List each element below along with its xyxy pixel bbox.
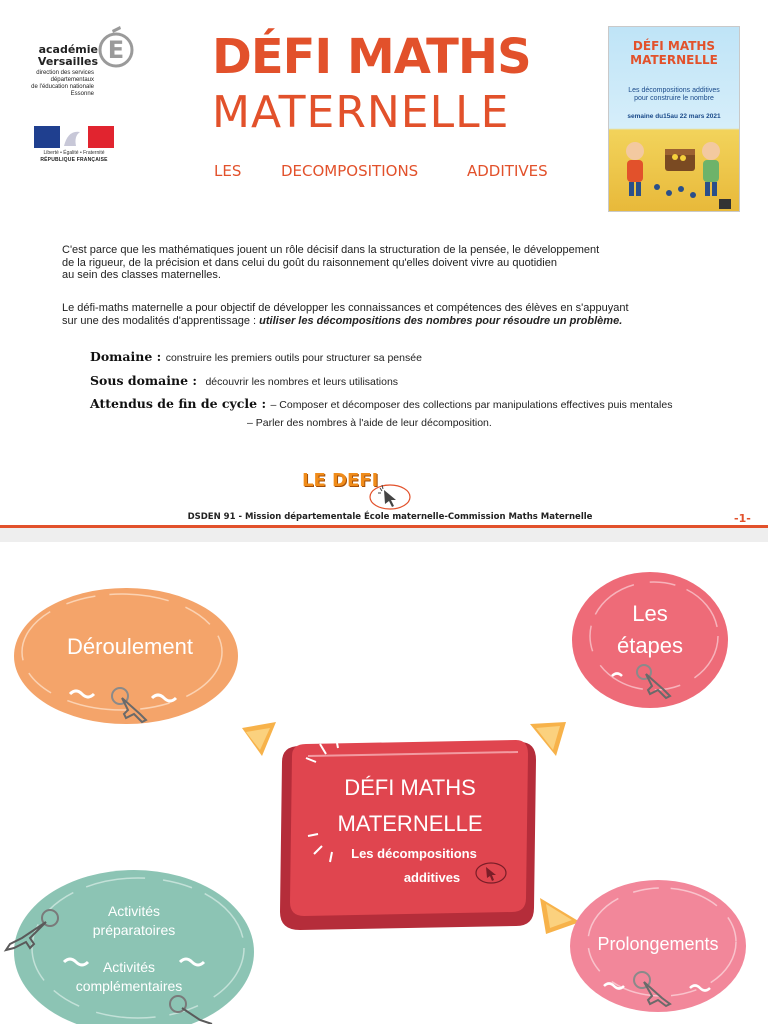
page-number: -1- [734,512,751,525]
poster-title-line: DÉFI MATHS [632,39,716,53]
deroulement-label: Déroulement [67,634,193,659]
subtitle-word: ADDITIVES [467,162,548,180]
domaine-row [90,348,422,366]
attendus-value-2: – Parler des nombres à l'aide de leur décomposition. [247,417,492,429]
footer-text: DSDEN 91 - Mission départementale École maternelle-Commission Maths Maternelle [187,512,593,522]
paragraph-line: de la rigueur, de la précision et dans celui du goût du raisonnement qu'elles doivent vivre au quotidien [62,256,557,269]
activites-preparatoires-label [54,902,214,940]
center-subtitle-line: additives [403,870,461,885]
center-title-line: MATERNELLE [337,811,483,836]
sous-domaine-value: découvrir les nombres et leurs utilisations [205,376,399,388]
svg-text:E: E [107,36,125,64]
academie-line2: Versailles [37,55,98,68]
academie-e-icon [98,26,134,70]
hand-pointer-icon [628,970,680,1010]
activites-line: Activités [102,959,156,975]
paragraph-line: au sein des classes maternelles. [62,269,221,281]
le-defi-link[interactable]: LE DEFI [302,470,379,491]
page-separator [0,528,768,542]
academie-small-line: Essonne [70,91,94,97]
poster-subtitle-line: Les décompositions additives [628,87,720,94]
domaine-value: construire les premiers outils pour structurer sa pensée [165,352,422,364]
etapes-line: Les [632,601,668,626]
activites-line: Activités [107,903,161,919]
attendus-row [90,395,672,413]
paragraph-line [62,315,682,328]
subtitle-word: LES [214,162,242,180]
poster-image [608,26,740,212]
center-title-line: DÉFI MATHS [344,775,476,800]
poster-subtitle [609,87,739,103]
academie-small-line: départementaux [50,77,94,83]
republique-name: RÉPUBLIQUE FRANÇAISE [40,157,108,163]
poster-subtitle-line: pour construire le nombre [634,95,714,102]
activites-line: complémentaires [75,978,183,994]
subtitle-word: DECOMPOSITIONS [281,162,419,180]
academie-small-line: direction des services [36,70,94,76]
academie-small-line: de l'éducation nationale [31,84,94,90]
paragraph-line: Le défi-maths maternelle a pour objectif de développer les connaissances et compétences des élèves en s'appuyant [62,302,629,314]
sous-domaine-label: Sous domaine : [90,373,198,388]
hand-pointer-icon [160,994,216,1024]
main-title-line1: DÉFI MATHS [212,29,531,85]
main-title-line2: MATERNELLE [212,87,510,138]
poster-illustration [609,127,739,211]
hand-pointer-icon [632,662,678,702]
poster-dates: semaine du15au 22 mars 2021 [627,113,721,120]
activites-complementaires-label [48,958,210,996]
academie-name [26,44,98,68]
sous-domaine-row [90,372,398,390]
etapes-line: étapes [616,633,684,658]
activites-line: préparatoires [92,922,176,938]
hand-pointer-icon [0,908,62,954]
intro-paragraph-1 [62,244,682,282]
paragraph-prefix: sur une des modalités d'apprentissage : [62,314,260,327]
attendus-value: – Composer et décomposer des collections par manipulations effectives puis mentales [270,399,673,411]
domaine-label: Domaine : [90,349,162,364]
poster-title-line: MATERNELLE [630,53,718,67]
hand-pointer-icon [106,684,154,724]
center-subtitle-line: Les décompositions [351,846,477,861]
paragraph-emphasis: utiliser les décompositions des nombres pour résoudre un problème. [259,314,623,327]
attendus-label: Attendus de fin de cycle : [90,396,267,411]
center-subtitle [330,842,498,890]
academie-line1: académie [38,43,98,56]
republique-motto: Liberté • Égalité • Fraternité [43,150,105,156]
etapes-label [590,598,710,662]
prolongements-label: Prolongements [597,934,719,954]
center-title [310,770,510,842]
academie-subtext [18,70,94,98]
intro-paragraph-2 [62,302,682,327]
poster-title [609,39,739,67]
marianne-flag-icon [34,126,114,148]
academie-logo [18,22,130,170]
cursor-click-icon [368,482,412,512]
paragraph-line: C'est parce que les mathématiques jouent un rôle décisif dans la structuration de la pensée, le développement [62,244,600,256]
